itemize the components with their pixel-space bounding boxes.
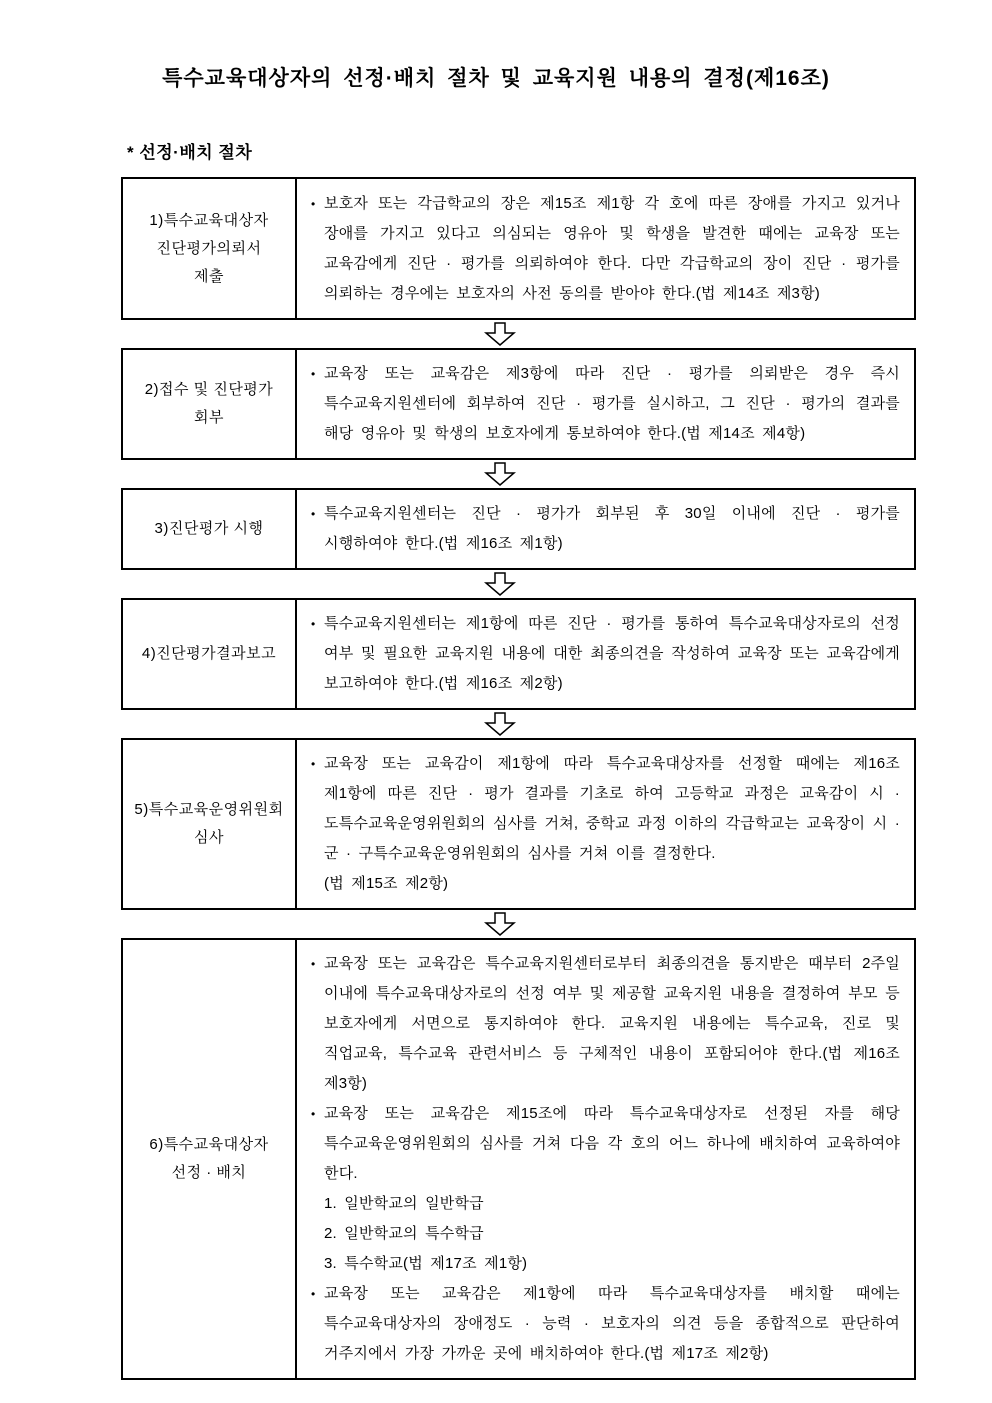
box-label [123, 350, 297, 458]
plain-paragraph [311, 1189, 900, 1219]
flow-connector [121, 710, 916, 738]
bullet-paragraph [311, 1099, 900, 1189]
box-label-line: 회부 [194, 409, 224, 426]
flow-connector [121, 910, 916, 938]
procedure-flowchart [121, 177, 916, 1380]
flow-connector [121, 460, 916, 488]
box-content [297, 940, 914, 1378]
box-label-line: 제출 [194, 267, 224, 285]
plain-paragraph [311, 1219, 900, 1249]
plain-paragraph [311, 1249, 900, 1279]
box-label [123, 179, 297, 318]
bullet-paragraph [311, 499, 900, 559]
box-label-line: 1)특수교육대상자 [149, 211, 269, 229]
box-label-line: 3)진단평가 시행 [154, 520, 264, 537]
bullet-icon: • [311, 507, 316, 521]
paragraph-text: 1. 일반학교의 일반학급 [324, 1195, 484, 1212]
box-label-line: 4)진단평가결과보고 [141, 645, 277, 662]
box-content [297, 350, 914, 458]
document-title: 특수교육대상자의 선정·배치 절차 및 교육지원 내용의 결정(제16조) [162, 67, 830, 90]
paragraph-text: 특수교육지원센터는 진단 · 평가가 회부된 후 30일 이내에 진단 · 평가를 시행하여야 한다.(법 제16조 제1항) [324, 505, 900, 552]
bullet-paragraph [311, 609, 900, 699]
flow-box-2 [121, 348, 916, 460]
box-label-line: 진단평가의뢰서 [156, 239, 262, 257]
bullet-icon: • [311, 1107, 316, 1121]
paragraph-text: 교육장 또는 교육감이 제1항에 따라 특수교육대상자를 선정할 때에는 제16조 제1항에 따른 진단 · 평가 결과를 기초로 하여 고등학교 과정은 교육감이 시 · 도특수교육운영위원회의 심사를 거쳐, 중학교 과정 이하의 각급학교는 교육장이 시 · 군 · 구특수교육운영위원회의 심사를 거쳐 이를 결정한다. [324, 755, 900, 862]
paragraph-text: (법 제15조 제2항) [324, 875, 449, 892]
bullet-icon: • [311, 196, 316, 211]
box-label-line: 5)특수교육운영위원회 [134, 801, 284, 818]
bullet-paragraph [311, 949, 900, 1099]
box-label-line: 심사 [194, 829, 224, 846]
paragraph-text: 교육장 또는 교육감은 제15조에 따라 특수교육대상자로 선정된 자를 해당 특수교육운영위원회의 심사를 거쳐 다음 각 호의 어느 하나에 배치하여 교육하여야 한다. [324, 1105, 900, 1182]
bullet-icon: • [311, 617, 316, 631]
paragraph-text: 2. 일반학교의 특수학급 [324, 1225, 484, 1242]
down-arrow-icon [484, 912, 516, 936]
flow-box-6 [121, 938, 916, 1380]
down-arrow-icon [484, 572, 516, 596]
down-arrow-icon [484, 712, 516, 736]
bullet-paragraph [311, 189, 900, 309]
paragraph-text: 교육장 또는 교육감은 특수교육지원센터로부터 최종의견을 통지받은 때부터 2주일 이내에 특수교육대상자로의 선정 여부 및 제공할 교육지원 내용을 결정하여 부모 등 보호자에게 서면으로 통지하여야 한다. 교육지원 내용에는 특수교육, 진로 및 직업교육, 특수교육 관련서비스 등 구체적인 내용이 포함되어야 한다.(법 제16조 제3항) [324, 955, 900, 1092]
box-label-line: 2)접수 및 진단평가 [144, 381, 274, 398]
paragraph-text: 3. 특수학교(법 제17조 제1항) [324, 1255, 528, 1272]
paragraph-text: 교육장 또는 교육감은 제1항에 따라 특수교육대상자를 배치할 때에는 특수교육대상자의 장애정도 · 능력 · 보호자의 의견 등을 종합적으로 판단하여 거주지에서 가장 가까운 곳에 배치하여야 한다.(법 제17조 제2항) [324, 1285, 900, 1362]
paragraph-text: 특수교육지원센터는 제1항에 따른 진단 · 평가를 통하여 특수교육대상자로의 선정 여부 및 필요한 교육지원 내용에 대한 최종의견을 작성하여 교육장 또는 교육감에게 보고하여야 한다.(법 제16조 제2항) [324, 615, 900, 692]
flow-box-3 [121, 488, 916, 570]
down-arrow-icon [484, 462, 516, 486]
box-label [123, 940, 297, 1378]
flow-box-1 [121, 177, 916, 320]
bullet-paragraph [311, 359, 900, 449]
flow-box-5 [121, 738, 916, 910]
flow-connector [121, 570, 916, 598]
box-label-line: 선정 · 배치 [171, 1164, 247, 1181]
section-heading: * 선정·배치 절차 [127, 143, 253, 162]
plain-paragraph [311, 869, 900, 899]
flow-box-4 [121, 598, 916, 710]
box-content [297, 740, 914, 908]
bullet-icon: • [311, 957, 316, 971]
paragraph-text: 교육장 또는 교육감은 제3항에 따라 진단 · 평가를 의뢰받은 경우 즉시 특수교육지원센터에 회부하여 진단 · 평가를 실시하고, 그 진단 · 평가의 결과를 해당 영유아 및 학생의 보호자에게 통보하여야 한다.(법 제14조 제4항) [324, 365, 900, 442]
box-content [297, 490, 914, 568]
box-label-line: 6)특수교육대상자 [149, 1136, 269, 1153]
bullet-icon: • [311, 367, 316, 381]
bullet-icon: • [311, 1287, 316, 1301]
box-label [123, 490, 297, 568]
flow-connector [121, 320, 916, 348]
box-content [297, 179, 914, 318]
box-label [123, 600, 297, 708]
down-arrow-icon [484, 322, 516, 346]
box-content [297, 600, 914, 708]
paragraph-text: 보호자 또는 각급학교의 장은 제15조 제1항 각 호에 따른 장애를 가지고 있거나 장애를 가지고 있다고 의심되는 영유아 및 학생을 발견한 때에는 교육장 또는 교육감에게 진단 · 평가를 의뢰하여야 한다. 다만 각급학교의 장이 진단 · 평가를 의뢰하는 경우에는 보호자의 사전 동의를 받아야 한다.(법 제14조 제3항) [324, 194, 900, 302]
bullet-paragraph [311, 1279, 900, 1369]
box-label [123, 740, 297, 908]
bullet-paragraph [311, 749, 900, 869]
bullet-icon: • [311, 757, 316, 771]
